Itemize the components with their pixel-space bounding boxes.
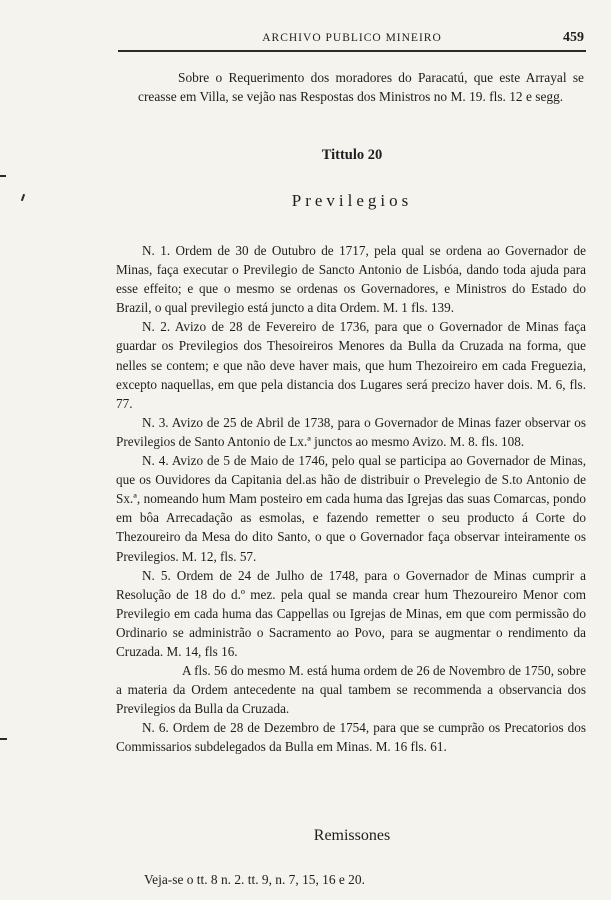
header-rule [118,50,586,52]
section-heading: Previlegios [291,191,413,210]
margin-mark [0,738,7,740]
remissones-title: Remissones [313,827,391,844]
entry-note: A fls. 56 do mesmo M. está huma ordem de 26 de Novembro de 1750, sobre a materia da Ordem antecedente na qual tambem se recommenda a observancia dos Previlegios da Bulla da Cruzada. [116,663,586,717]
entry-paragraph: N. 5. Ordem de 24 de Julho de 1748, para o Governador de Minas cumprir a Resolução de 18 do d.º mez. pela qual se manda crear hum Thezoureiro Menor com Previlegio em cada huma das Cappellas ou Igrejas de Minas, em que com permissão do Ordinario se administrão o Sacramento ao Povo, para se augmentar o rendimento da Cruzada. M. 14, fls 16. [116,567,586,659]
entry-paragraph: N. 3. Avizo de 25 de Abril de 1738, para o Governador de Minas fazer observar os Previlegios de Santo Antonio de Lx.ª junctos ao mesmo Avizo. M. 8. fls. 108. [116,414,586,449]
intro-paragraph [138,68,584,106]
margin-mark [0,175,6,177]
entries-list [116,241,586,757]
entry-paragraph: N. 4. Avizo de 5 de Maio de 1746, pelo qual se participa ao Governador de Minas, que os Ouvidores da Capitania del.as hão de distribuir o Prevelegio de S.to Antonio de Sx.ª, nomeando hum Mam posteiro em cada huma das Igrejas das suas Comarcas, pondo em bôa Arrecadação as esmolas, e fazendo remetter o seu producto á Corte do Thezoureiro da Mesa do dito Santo, o que o Governador faça observar inteiramente os Previlegios. M. 12, fls. 57. [116,453,586,564]
page-number: 459 [563,30,584,45]
page-header [118,30,586,50]
intro-text: Sobre o Requerimento dos moradores do Paracatú, que este Arrayal se creasse em Villa, se vejão nas Respostas dos Ministros no M. 19. fls. 12 e segg. [138,70,584,104]
entry-paragraph: N. 1. Ordem de 30 de Outubro de 1717, pela qual se ordena ao Governador de Minas, faça executar o Previlegio de Sancto Antonio de Lisbóa, dando toda ajuda para esse effeito; e que o mesmo se ordenas os Governadores, e Ministros do Estado do Brazil, o qual previlegio está juncto a dita Ordem. M. 1 fls. 139. [116,243,586,316]
running-title: ARCHIVO PUBLICO MINEIRO [262,32,442,44]
section-title: Tittulo 20 [321,147,383,163]
remissones-text: Veja-se o tt. 8 n. 2. tt. 9, n. 7, 15, 16 e 20. [144,872,365,887]
entry-paragraph: N. 2. Avizo de 28 de Fevereiro de 1736, para que o Governador de Minas faça guardar os Previlegios dos Thesoireiros Menores da Bulla da Cruzada na forma, que nelles se contem; e que não deve haver mais, que hum Thezoireiro em cada Freguezia, excepto naquellas, em que pela distancia dos Lugares será precizo haver dois. M. 6, fls. 77. [116,319,586,411]
margin-mark [21,194,25,201]
entry-paragraph: N. 6. Ordem de 28 de Dezembro de 1754, para que se cumprão os Precatorios dos Commissarios subdelegados da Bulla em Minas. M. 16 fls. 61. [116,720,586,755]
